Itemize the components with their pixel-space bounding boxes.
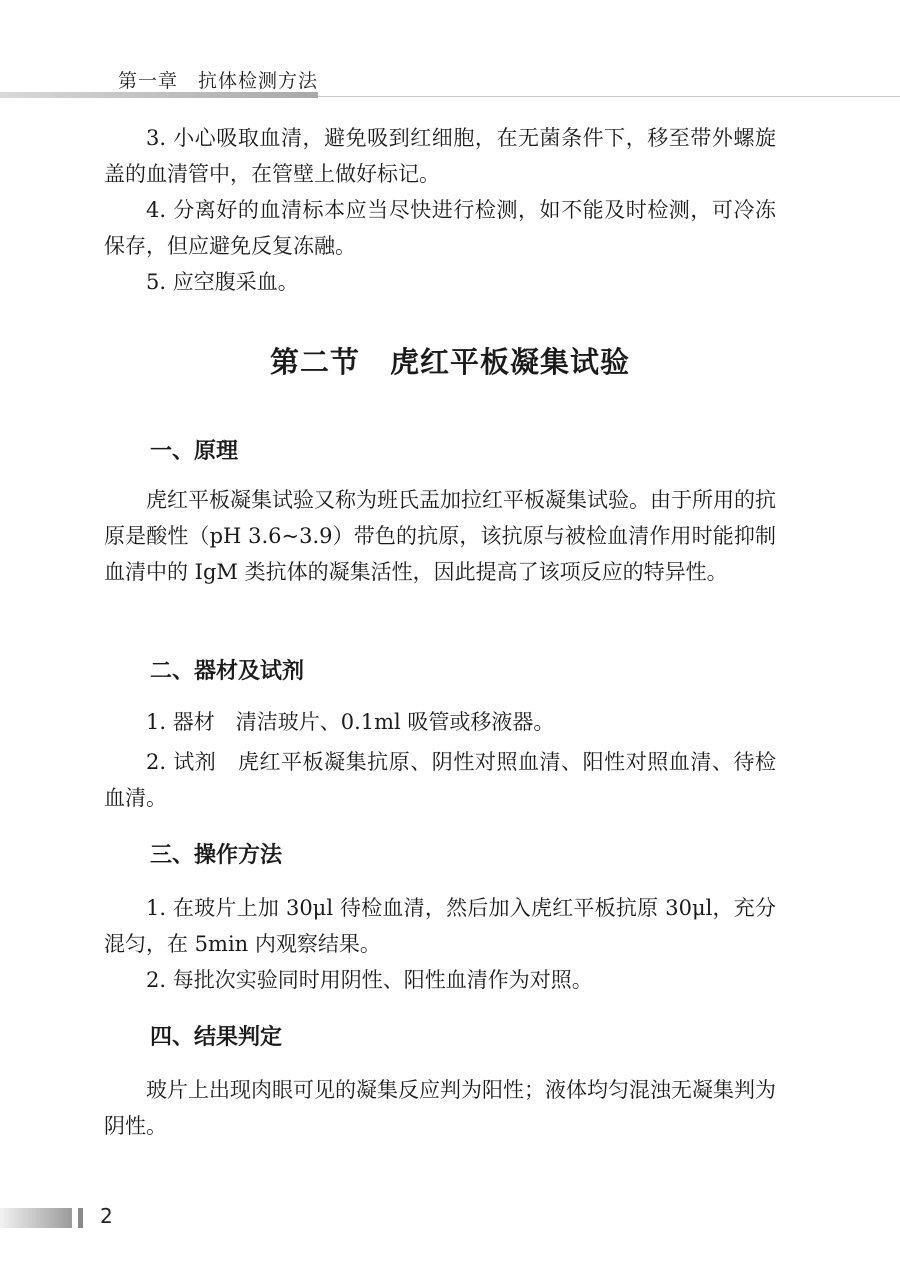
header-rule-accent [0, 92, 318, 98]
heading-principle: 一、原理 [150, 439, 239, 464]
procedure-step-1: 1. 在玻片上加 30μl 待检血清，然后加入虎红平板抗原 30μl，充分混匀，在 5min 内观察结果。 [104, 896, 776, 956]
heading-materials: 二、器材及试剂 [150, 659, 305, 684]
materials-item-1: 1. 器材 清洁玻片、0.1ml 吸管或移液器。 [146, 710, 555, 734]
running-header: 第一章 抗体检测方法 [118, 70, 319, 92]
header-rule [318, 96, 900, 97]
page-number: 2 [100, 1204, 113, 1228]
footer-accent-tick [78, 1208, 83, 1228]
heading-procedure: 三、操作方法 [150, 843, 283, 868]
footer-accent-bar [0, 1208, 72, 1228]
intro-item-3: 3. 小心吸取血清，避免吸到红细胞，在无菌条件下，移至带外螺旋盖的血清管中，在管壁上做好标记。 [104, 126, 776, 186]
procedure-step-2: 2. 每批次实验同时用阴性、阳性血清作为对照。 [146, 968, 593, 992]
intro-item-4: 4. 分离好的血清标本应当尽快进行检测，如不能及时检测，可冷冻保存，但应避免反复冻融。 [104, 198, 776, 258]
intro-item-5: 5. 应空腹采血。 [146, 270, 299, 294]
results-paragraph: 玻片上出现肉眼可见的凝集反应判为阳性；液体均匀混浊无凝集判为阴性。 [104, 1078, 776, 1138]
materials-item-2: 2. 试剂 虎红平板凝集抗原、阴性对照血清、阳性对照血清、待检血清。 [104, 750, 776, 810]
section-title: 第二节 虎红平板凝集试验 [269, 345, 630, 379]
principle-paragraph: 虎红平板凝集试验又称为班氏盂加拉红平板凝集试验。由于所用的抗原是酸性（pH 3.6~3.9）带色的抗原，该抗原与被检血清作用时能抑制血清中的 IgM 类抗体的凝集活性，因此提高了该项反应的特异性。 [104, 488, 776, 584]
heading-results: 四、结果判定 [150, 1025, 283, 1050]
